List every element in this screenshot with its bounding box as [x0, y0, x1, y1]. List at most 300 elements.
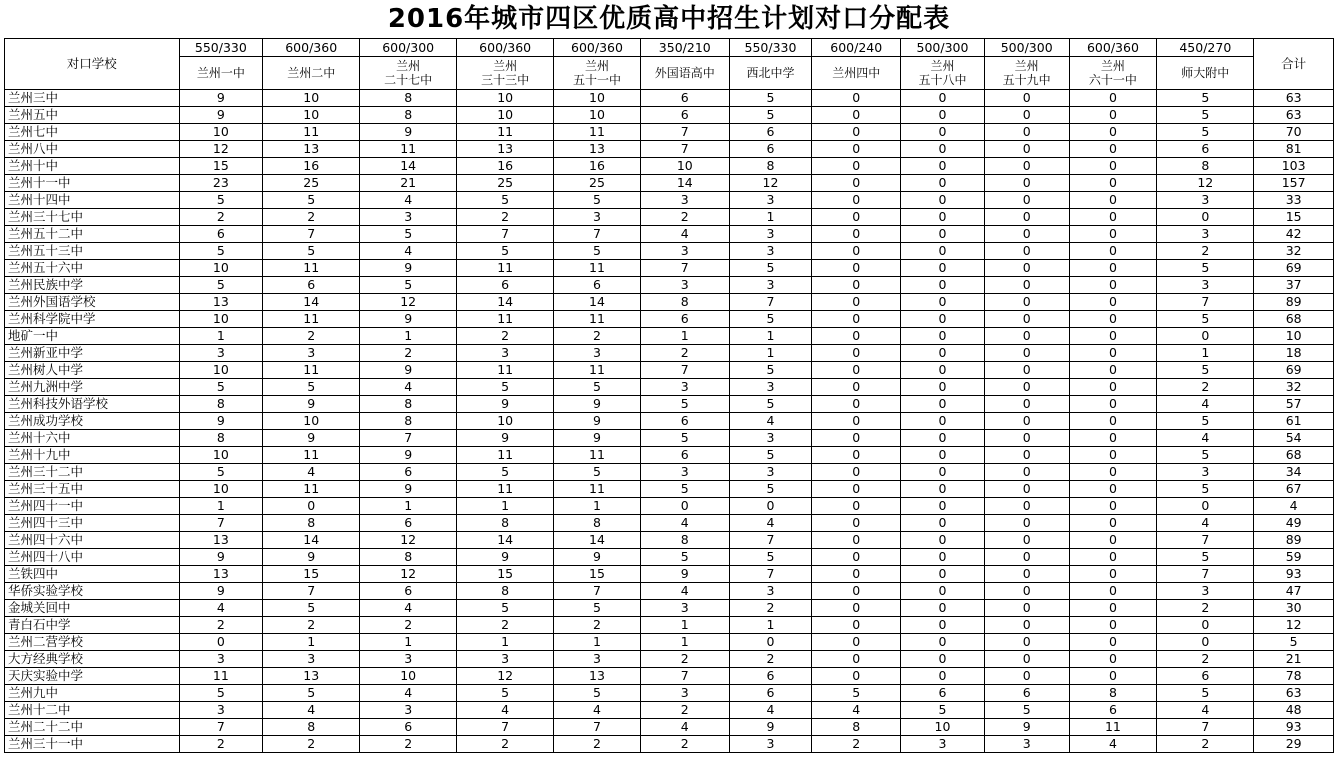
allocation-cell: 5: [179, 464, 263, 481]
column-score: 500/300: [901, 39, 985, 57]
allocation-cell: 2: [1157, 600, 1254, 617]
allocation-cell: 8: [812, 719, 901, 736]
allocation-cell: 0: [1157, 498, 1254, 515]
allocation-cell: 0: [1069, 277, 1157, 294]
allocation-cell: 0: [812, 634, 901, 651]
allocation-cell: 2: [263, 617, 360, 634]
source-school-name: 兰州二营学校: [5, 634, 180, 651]
allocation-cell: 0: [901, 124, 985, 141]
column-score: 600/240: [812, 39, 901, 57]
allocation-cell: 0: [901, 175, 985, 192]
allocation-cell: 4: [729, 515, 812, 532]
allocation-cell: 2: [554, 617, 641, 634]
allocation-cell: 6: [1157, 141, 1254, 158]
row-total: 81: [1254, 141, 1334, 158]
allocation-cell: 6: [640, 311, 729, 328]
allocation-cell: 4: [729, 702, 812, 719]
row-total: 63: [1254, 107, 1334, 124]
allocation-cell: 4: [457, 702, 554, 719]
table-row: [5, 600, 1334, 617]
allocation-cell: 0: [812, 498, 901, 515]
allocation-cell: 0: [901, 260, 985, 277]
column-school-name: 兰州四中: [812, 57, 901, 90]
allocation-cell: 10: [640, 158, 729, 175]
table-row: [5, 243, 1334, 260]
allocation-cell: 0: [1069, 226, 1157, 243]
allocation-cell: 0: [984, 260, 1069, 277]
allocation-cell: 3: [457, 345, 554, 362]
allocation-cell: 7: [554, 226, 641, 243]
row-total: 89: [1254, 294, 1334, 311]
allocation-cell: 10: [263, 413, 360, 430]
table-row: [5, 107, 1334, 124]
allocation-cell: 0: [984, 447, 1069, 464]
column-school-name: 兰州 六十一中: [1069, 57, 1157, 90]
allocation-cell: 5: [1157, 90, 1254, 107]
allocation-cell: 5: [179, 685, 263, 702]
allocation-cell: 9: [360, 447, 457, 464]
allocation-cell: 0: [1069, 158, 1157, 175]
allocation-cell: 0: [640, 498, 729, 515]
source-school-name: 兰州九中: [5, 685, 180, 702]
allocation-cell: 0: [984, 413, 1069, 430]
source-school-name: 兰州五十二中: [5, 226, 180, 243]
allocation-cell: 2: [1157, 243, 1254, 260]
allocation-cell: 9: [360, 362, 457, 379]
allocation-cell: 2: [263, 736, 360, 753]
allocation-cell: 9: [360, 311, 457, 328]
allocation-cell: 8: [640, 294, 729, 311]
allocation-cell: 0: [901, 481, 985, 498]
allocation-cell: 5: [1157, 447, 1254, 464]
source-school-name: 兰铁四中: [5, 566, 180, 583]
allocation-cell: 1: [457, 498, 554, 515]
row-total: 5: [1254, 634, 1334, 651]
allocation-cell: 0: [812, 617, 901, 634]
allocation-cell: 0: [901, 345, 985, 362]
allocation-cell: 0: [984, 294, 1069, 311]
column-score: 600/360: [457, 39, 554, 57]
allocation-cell: 3: [901, 736, 985, 753]
allocation-cell: 7: [554, 583, 641, 600]
table-row: [5, 277, 1334, 294]
allocation-cell: 0: [901, 226, 985, 243]
column-school-name: 兰州 五十九中: [984, 57, 1069, 90]
allocation-cell: 0: [1069, 617, 1157, 634]
allocation-cell: 7: [640, 260, 729, 277]
source-school-name: 兰州三十五中: [5, 481, 180, 498]
allocation-cell: 6: [360, 515, 457, 532]
allocation-cell: 5: [1157, 481, 1254, 498]
row-total: 68: [1254, 311, 1334, 328]
table-row: [5, 617, 1334, 634]
allocation-cell: 5: [179, 192, 263, 209]
allocation-cell: 3: [640, 379, 729, 396]
allocation-cell: 13: [263, 141, 360, 158]
allocation-cell: 6: [360, 583, 457, 600]
allocation-cell: 2: [457, 328, 554, 345]
allocation-cell: 7: [640, 124, 729, 141]
allocation-cell: 9: [729, 719, 812, 736]
allocation-cell: 0: [901, 141, 985, 158]
row-total: 63: [1254, 685, 1334, 702]
allocation-cell: 11: [554, 124, 641, 141]
allocation-cell: 3: [1157, 583, 1254, 600]
allocation-cell: 3: [729, 430, 812, 447]
source-school-name: 兰州九洲中学: [5, 379, 180, 396]
allocation-cell: 5: [1157, 413, 1254, 430]
column-school-name: 兰州 五十一中: [554, 57, 641, 90]
source-school-name: 兰州十中: [5, 158, 180, 175]
allocation-cell: 8: [554, 515, 641, 532]
allocation-cell: 0: [812, 464, 901, 481]
allocation-cell: 4: [640, 719, 729, 736]
allocation-cell: 1: [179, 498, 263, 515]
allocation-cell: 0: [1069, 600, 1157, 617]
allocation-cell: 5: [1157, 260, 1254, 277]
allocation-cell: 0: [812, 362, 901, 379]
allocation-cell: 1: [457, 634, 554, 651]
allocation-cell: 5: [729, 362, 812, 379]
row-total: 69: [1254, 362, 1334, 379]
allocation-cell: 1: [360, 498, 457, 515]
source-school-name: 兰州三十七中: [5, 209, 180, 226]
allocation-cell: 4: [1069, 736, 1157, 753]
allocation-cell: 3: [640, 685, 729, 702]
allocation-cell: 5: [554, 464, 641, 481]
allocation-cell: 0: [1069, 447, 1157, 464]
page-title: 2016年城市四区优质高中招生计划对口分配表: [387, 4, 951, 34]
allocation-cell: 2: [640, 651, 729, 668]
allocation-cell: 9: [360, 481, 457, 498]
allocation-cell: 6: [360, 464, 457, 481]
allocation-cell: 8: [263, 719, 360, 736]
allocation-cell: 0: [901, 515, 985, 532]
allocation-cell: 8: [360, 413, 457, 430]
allocation-cell: 0: [1157, 209, 1254, 226]
allocation-cell: 0: [812, 515, 901, 532]
column-score: 600/300: [360, 39, 457, 57]
allocation-cell: 2: [729, 651, 812, 668]
allocation-cell: 2: [812, 736, 901, 753]
allocation-cell: 0: [984, 498, 1069, 515]
allocation-cell: 0: [984, 141, 1069, 158]
allocation-cell: 13: [179, 532, 263, 549]
source-school-name: 兰州十一中: [5, 175, 180, 192]
source-school-name: 大方经典学校: [5, 651, 180, 668]
allocation-cell: 0: [812, 566, 901, 583]
row-total: 32: [1254, 379, 1334, 396]
allocation-cell: 25: [457, 175, 554, 192]
allocation-cell: 10: [554, 90, 641, 107]
allocation-cell: 11: [1069, 719, 1157, 736]
allocation-cell: 0: [901, 243, 985, 260]
allocation-cell: 5: [554, 600, 641, 617]
allocation-cell: 0: [901, 90, 985, 107]
column-school-name: 师大附中: [1157, 57, 1254, 90]
allocation-cell: 11: [457, 362, 554, 379]
source-school-name: 华侨实验学校: [5, 583, 180, 600]
allocation-table: [4, 38, 1334, 753]
row-total: 49: [1254, 515, 1334, 532]
table-row: [5, 175, 1334, 192]
allocation-cell: 0: [812, 668, 901, 685]
row-total: 78: [1254, 668, 1334, 685]
allocation-cell: 0: [1069, 124, 1157, 141]
row-total: 15: [1254, 209, 1334, 226]
allocation-cell: 3: [984, 736, 1069, 753]
allocation-cell: 6: [360, 719, 457, 736]
allocation-cell: 0: [1069, 209, 1157, 226]
row-total: 54: [1254, 430, 1334, 447]
allocation-cell: 12: [729, 175, 812, 192]
allocation-cell: 5: [554, 379, 641, 396]
allocation-cell: 0: [1069, 345, 1157, 362]
allocation-cell: 6: [640, 107, 729, 124]
allocation-cell: 0: [984, 549, 1069, 566]
allocation-cell: 7: [554, 719, 641, 736]
allocation-cell: 0: [984, 583, 1069, 600]
allocation-cell: 1: [640, 634, 729, 651]
table-row: [5, 719, 1334, 736]
allocation-cell: 0: [901, 464, 985, 481]
allocation-cell: 7: [1157, 566, 1254, 583]
allocation-cell: 0: [812, 175, 901, 192]
allocation-cell: 6: [554, 277, 641, 294]
allocation-cell: 0: [1157, 617, 1254, 634]
allocation-cell: 0: [984, 634, 1069, 651]
allocation-cell: 2: [729, 600, 812, 617]
column-score: 350/210: [640, 39, 729, 57]
allocation-cell: 15: [554, 566, 641, 583]
allocation-cell: 0: [1069, 549, 1157, 566]
allocation-cell: 5: [263, 243, 360, 260]
row-total: 12: [1254, 617, 1334, 634]
allocation-cell: 0: [984, 430, 1069, 447]
allocation-cell: 5: [901, 702, 985, 719]
table-row: [5, 651, 1334, 668]
allocation-cell: 5: [554, 192, 641, 209]
allocation-cell: 5: [179, 277, 263, 294]
allocation-cell: 0: [984, 277, 1069, 294]
allocation-cell: 1: [360, 634, 457, 651]
allocation-cell: 0: [984, 566, 1069, 583]
allocation-cell: 7: [729, 566, 812, 583]
table-row: [5, 260, 1334, 277]
column-school-name: 兰州一中: [179, 57, 263, 90]
source-school-name: 兰州科学院中学: [5, 311, 180, 328]
table-row: [5, 396, 1334, 413]
allocation-cell: 9: [179, 549, 263, 566]
allocation-cell: 8: [179, 430, 263, 447]
row-total: 63: [1254, 90, 1334, 107]
allocation-cell: 6: [729, 685, 812, 702]
allocation-cell: 0: [901, 447, 985, 464]
allocation-cell: 0: [812, 158, 901, 175]
table-row: [5, 464, 1334, 481]
allocation-cell: 9: [554, 413, 641, 430]
allocation-cell: 2: [263, 209, 360, 226]
source-school-name: 金城关回中: [5, 600, 180, 617]
allocation-cell: 6: [729, 668, 812, 685]
allocation-cell: 0: [984, 600, 1069, 617]
allocation-cell: 0: [812, 447, 901, 464]
allocation-cell: 0: [901, 430, 985, 447]
allocation-cell: 8: [457, 583, 554, 600]
allocation-cell: 7: [1157, 532, 1254, 549]
allocation-cell: 0: [812, 226, 901, 243]
allocation-cell: 14: [263, 294, 360, 311]
table-row: [5, 430, 1334, 447]
allocation-cell: 14: [554, 294, 641, 311]
allocation-cell: 11: [263, 124, 360, 141]
allocation-cell: 0: [984, 668, 1069, 685]
allocation-cell: 0: [984, 158, 1069, 175]
row-total: 70: [1254, 124, 1334, 141]
allocation-cell: 0: [1069, 311, 1157, 328]
row-total: 157: [1254, 175, 1334, 192]
allocation-cell: 8: [457, 515, 554, 532]
allocation-cell: 7: [1157, 294, 1254, 311]
allocation-cell: 0: [812, 532, 901, 549]
table-row: [5, 685, 1334, 702]
allocation-cell: 10: [457, 90, 554, 107]
allocation-cell: 8: [360, 549, 457, 566]
allocation-cell: 0: [1069, 243, 1157, 260]
allocation-cell: 0: [812, 328, 901, 345]
table-row: [5, 515, 1334, 532]
allocation-cell: 16: [554, 158, 641, 175]
allocation-cell: 12: [360, 532, 457, 549]
allocation-cell: 5: [640, 481, 729, 498]
allocation-cell: 0: [901, 396, 985, 413]
column-score: 500/300: [984, 39, 1069, 57]
allocation-cell: 0: [984, 311, 1069, 328]
allocation-cell: 0: [901, 549, 985, 566]
allocation-cell: 5: [457, 464, 554, 481]
allocation-cell: 0: [984, 243, 1069, 260]
allocation-cell: 0: [1069, 634, 1157, 651]
allocation-cell: 4: [554, 702, 641, 719]
allocation-cell: 1: [1157, 345, 1254, 362]
allocation-cell: 0: [901, 651, 985, 668]
allocation-cell: 11: [554, 311, 641, 328]
allocation-cell: 1: [729, 617, 812, 634]
allocation-cell: 5: [812, 685, 901, 702]
allocation-cell: 0: [984, 345, 1069, 362]
allocation-cell: 0: [812, 379, 901, 396]
allocation-cell: 0: [1069, 175, 1157, 192]
allocation-cell: 11: [263, 260, 360, 277]
allocation-cell: 6: [457, 277, 554, 294]
allocation-cell: 0: [1069, 583, 1157, 600]
allocation-cell: 0: [984, 464, 1069, 481]
allocation-cell: 0: [1069, 328, 1157, 345]
table-row: [5, 498, 1334, 515]
allocation-cell: 1: [729, 328, 812, 345]
allocation-cell: 4: [1157, 702, 1254, 719]
allocation-cell: 2: [554, 328, 641, 345]
allocation-cell: 10: [360, 668, 457, 685]
allocation-cell: 3: [360, 702, 457, 719]
row-total: 29: [1254, 736, 1334, 753]
row-total: 93: [1254, 566, 1334, 583]
source-school-name: 兰州三中: [5, 90, 180, 107]
allocation-cell: 5: [179, 243, 263, 260]
allocation-cell: 0: [1069, 107, 1157, 124]
allocation-cell: 5: [360, 277, 457, 294]
allocation-cell: 10: [179, 124, 263, 141]
allocation-cell: 5: [640, 549, 729, 566]
allocation-cell: 10: [179, 362, 263, 379]
allocation-cell: 4: [1157, 396, 1254, 413]
allocation-cell: 9: [640, 566, 729, 583]
allocation-cell: 6: [729, 141, 812, 158]
allocation-cell: 9: [179, 413, 263, 430]
allocation-cell: 6: [263, 277, 360, 294]
allocation-cell: 0: [984, 192, 1069, 209]
allocation-cell: 0: [1069, 481, 1157, 498]
source-school-name: 兰州成功学校: [5, 413, 180, 430]
allocation-cell: 9: [360, 260, 457, 277]
allocation-cell: 10: [457, 413, 554, 430]
allocation-cell: 5: [457, 685, 554, 702]
row-total: 4: [1254, 498, 1334, 515]
table-row: [5, 192, 1334, 209]
allocation-cell: 3: [729, 243, 812, 260]
allocation-cell: 0: [984, 107, 1069, 124]
allocation-cell: 11: [263, 362, 360, 379]
allocation-cell: 5: [554, 243, 641, 260]
column-score: 600/360: [263, 39, 360, 57]
allocation-cell: 12: [1157, 175, 1254, 192]
source-school-name: 兰州八中: [5, 141, 180, 158]
allocation-cell: 1: [640, 328, 729, 345]
allocation-cell: 13: [554, 668, 641, 685]
table-row: [5, 702, 1334, 719]
allocation-cell: 7: [457, 719, 554, 736]
allocation-cell: 0: [984, 396, 1069, 413]
allocation-cell: 11: [263, 481, 360, 498]
allocation-cell: 0: [901, 379, 985, 396]
table-row: [5, 141, 1334, 158]
allocation-cell: 6: [640, 413, 729, 430]
column-school-name: 兰州 五十八中: [901, 57, 985, 90]
table-row: [5, 158, 1334, 175]
allocation-cell: 10: [179, 311, 263, 328]
allocation-cell: 0: [812, 90, 901, 107]
allocation-cell: 8: [360, 90, 457, 107]
allocation-cell: 11: [554, 362, 641, 379]
allocation-cell: 1: [729, 345, 812, 362]
allocation-cell: 0: [1069, 651, 1157, 668]
allocation-cell: 5: [1157, 362, 1254, 379]
allocation-cell: 2: [1157, 379, 1254, 396]
allocation-cell: 0: [901, 634, 985, 651]
allocation-cell: 8: [263, 515, 360, 532]
allocation-cell: 0: [901, 617, 985, 634]
allocation-cell: 5: [640, 430, 729, 447]
allocation-cell: 4: [1157, 515, 1254, 532]
allocation-cell: 9: [179, 107, 263, 124]
allocation-cell: 11: [457, 447, 554, 464]
allocation-cell: 4: [360, 685, 457, 702]
allocation-cell: 2: [179, 736, 263, 753]
source-school-name: 兰州四十六中: [5, 532, 180, 549]
allocation-cell: 11: [554, 260, 641, 277]
allocation-cell: 3: [179, 345, 263, 362]
allocation-cell: 0: [984, 124, 1069, 141]
